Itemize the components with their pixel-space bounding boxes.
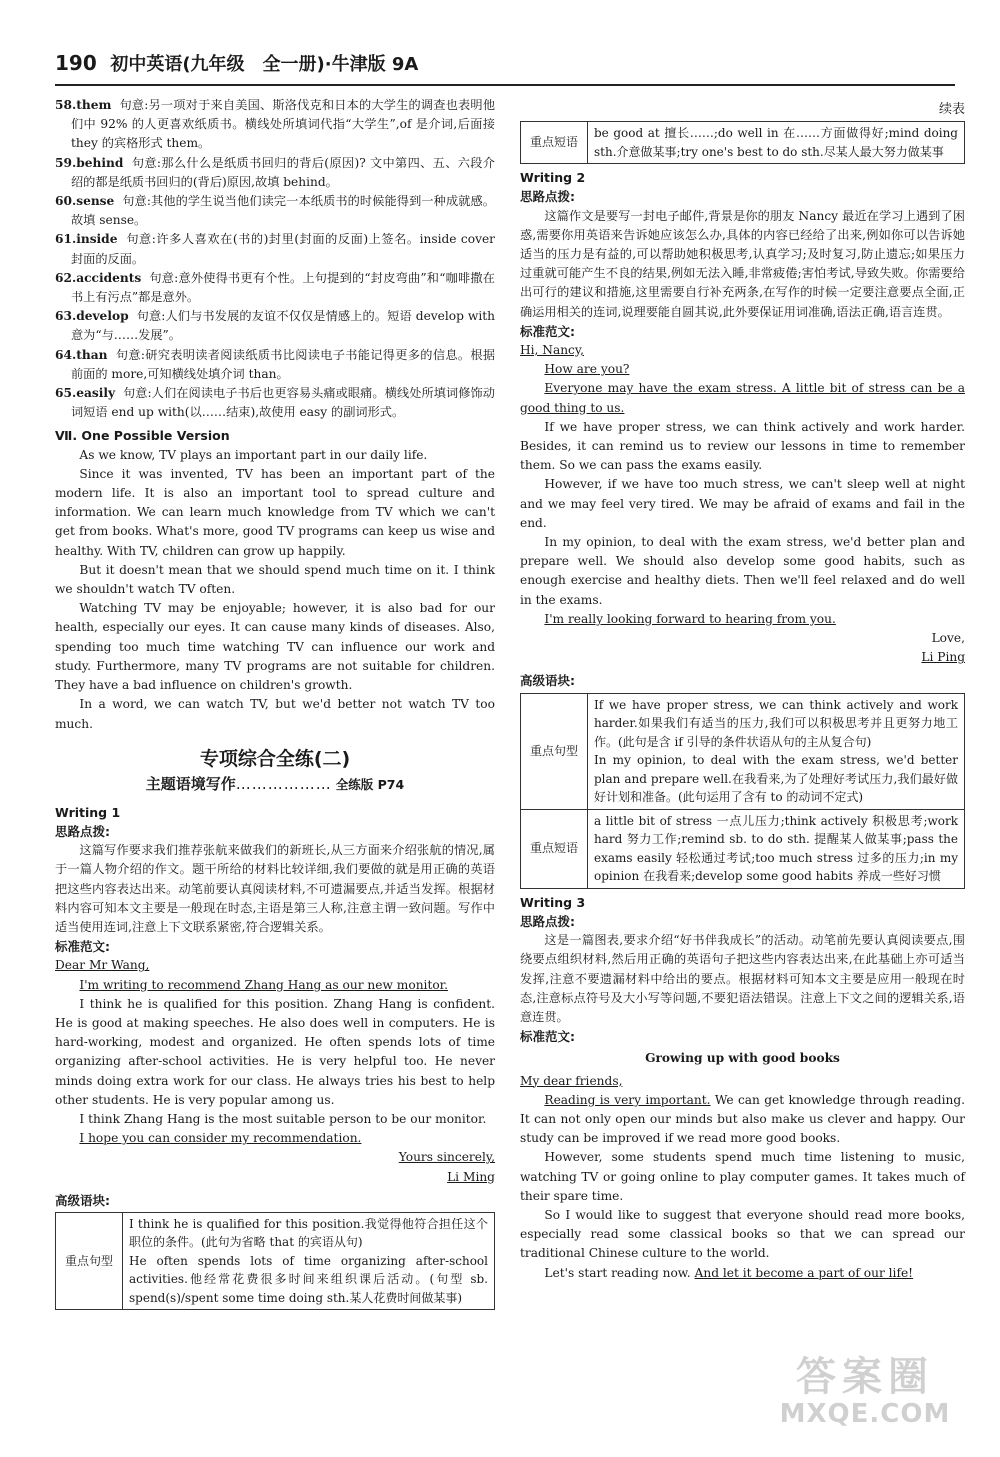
writing3-greeting (520, 1072, 965, 1091)
section-subtitle (55, 772, 495, 797)
version-essay (55, 446, 495, 734)
subtitle-text: 主题语境写作 (145, 774, 236, 793)
subtitle-ref: 全练版 P74 (335, 776, 405, 792)
writing1-greeting (55, 956, 495, 975)
answer-text: 句意:那么什么是纸质书回归的背后(原因)? 文中第四、五、六段介绍的都是纸质书回归的(背后)原因,故填 behind。 (71, 155, 495, 189)
watermark-line2: MXQE.COM (779, 1399, 951, 1429)
table-content (123, 1212, 495, 1310)
signature-text: Li Ping (921, 650, 965, 665)
last-underlined: And let it become a part of our life! (694, 1265, 914, 1280)
essay-paragraph: As we know, TV plays an important part in our daily life. (79, 447, 428, 462)
essay-paragraph: However, if we have too much stress, we can't sleep well at night and we may feel very tired. We may be afraid of exams and fail in the end. (520, 477, 965, 530)
page-number: 190 (55, 51, 97, 75)
writing1-model-label: 标准范文: (55, 939, 110, 955)
answer-item (55, 307, 495, 345)
table-line: In my opinion, to deal with the exam stress, we'd better plan and prepare well.在我看来,为了处理好考试压力,我们最好做好计划和准备。(此句运用了含有 to 的动词不定式) (594, 753, 958, 805)
answer-list (55, 96, 495, 422)
writing2-table (520, 693, 965, 889)
answer-text: 句意:许多人喜欢在(书的)封里(封面的反面)上签名。inside cover 封面的反面。 (71, 232, 496, 266)
writing2-tip-label: 思路点拨: (520, 189, 575, 205)
table-content (588, 693, 965, 809)
last-plain: Let's start reading now. (544, 1265, 695, 1280)
page-header (55, 50, 955, 86)
table-line: I think he is qualified for this position.我觉得他符合担任这个职位的条件。(此句为省略 that 的宾语从句) (129, 1216, 488, 1250)
writing1-tip: 这篇写作要求我们推荐张航来做我们的新班长,从三方面来介绍张航的情况,属于一篇人物介绍的作文。题干所给的材料比较详细,我们要做的就是用正确的英语把这些内容表达出来。动笔前要认真阅读材料,不可遗漏要点,并适当发挥。根据材料内容可知本文主要是一般现在时态,主语是第三人称,注意主谓一致问题。写作中适当使用连词,注意上下文联系紧密,符合逻辑关系。 (55, 843, 495, 934)
continued-label: 续表 (938, 102, 965, 117)
first-rest: We can get knowledge through reading. It can not only open our minds but also make us clever and happy. Our study can be improved if we read more good books. (520, 1092, 966, 1146)
last-sentence: I'm really looking forward to hearing from you. (544, 611, 836, 626)
table-row (521, 693, 965, 809)
answer-text: 句意:人们在阅读电子书后也更容易头痛或眼痛。横线处所填词修饰动词短语 end up with(以……结束),故使用 easy 的副词形式。 (71, 386, 495, 420)
writing2-tip: 这篇作文是要写一封电子邮件,背景是你的朋友 Nancy 最近在学习上遇到了困惑,需要你用英语来告诉她应该怎么办,具体的内容已经给了出来,例如你可以告诉她适当的压力是有益的,可以帮助她积极思考,认真学习;及时复习,防止遗忘;如果压力过重就可能产生不良的结果,例如无法入睡,非常疲倦;害怕考试,导致失败。你需要给出可行的建议和措施,这里需要自行补充两条,在写作的时候一定要注意要点全面,正确运用相关的连词,说理要能自圆其说,此外要保证用词准确,语法正确,语言连贯。 (520, 208, 965, 319)
table-label: 重点短语 (521, 122, 588, 164)
first-sentence: I'm writing to recommend Zhang Hang as our new monitor. (79, 977, 449, 992)
site-watermark (760, 1355, 970, 1435)
writing3-essay-title: Growing up with good books (645, 1051, 840, 1066)
answer-text: 句意:研究表明读者阅读纸质书比阅读电子书能记得更多的信息。根据前面的 more,可知横线处填介词 than。 (71, 347, 496, 381)
writing2-model-label: 标准范文: (520, 323, 575, 339)
how-text: How are you? (544, 362, 630, 377)
answer-label: 65.easily (55, 386, 116, 401)
watermark-line1: 答案圈 (796, 1354, 934, 1400)
writing1-last (55, 1129, 495, 1148)
essay-paragraph: In my opinion, to deal with the exam stress, we'd better plan and prepare well. We should also develop some good habits, such as enough exercise and healthy diets. Then we'll feel relaxed and do well in the exams. (520, 535, 965, 607)
writing2-how (520, 360, 965, 379)
table-row (56, 1212, 495, 1310)
last-sentence: I hope you can consider my recommendation. (79, 1131, 362, 1146)
writing1-closing (55, 1148, 495, 1167)
greeting-text: Hi, Nancy, (520, 343, 585, 358)
essay-paragraph: But it doesn't mean that we should spend much time on it. I think we shouldn't watch TV often. (55, 562, 495, 597)
writing3-heading: Writing 3 (520, 894, 586, 910)
writing2-last (520, 610, 965, 629)
writing2-first (520, 379, 965, 417)
essay-paragraph: So I would like to suggest that everyone should read more books, especially read some classical books so that we can spread our traditional Chinese culture to the world. (520, 1207, 965, 1261)
essay-paragraph: However, some students spend much time listening to music, watching TV or going online to play computer games. It takes much of their spare time. (520, 1150, 965, 1203)
writing3-tip-label: 思路点拨: (520, 913, 575, 929)
essay-paragraph: In a word, we can watch TV, but we'd better not watch TV too much. (55, 697, 495, 731)
version-heading: Ⅶ. One Possible Version (55, 428, 230, 444)
table-label: 重点短语 (521, 809, 588, 888)
writing3-last (520, 1264, 965, 1283)
writing1-heading: Writing 1 (55, 804, 121, 820)
answer-text: 句意:其他的学生说当他们读完一本纸质书的时候能得到一种成就感。故填 sense。 (71, 194, 495, 228)
section-title: 专项综合全练(二) (199, 747, 351, 770)
table-content: be good at 擅长……;do well in 在……方面做得好;mind doing sth.介意做某事;try one's best to do sth.尽某人最大努力做某事 (588, 122, 965, 164)
answer-label: 58.them (55, 98, 112, 112)
writing1-tip-label: 思路点拨: (55, 823, 110, 839)
answer-item (55, 230, 495, 268)
continued-table (520, 121, 965, 164)
table-line: If we have proper stress, we can think actively and work harder.如果我们有适当的压力,我们可以积极思考并且更努力地工作。(此句是含 if 引导的条件状语从句的主从复合句) (594, 697, 958, 749)
answer-label: 64.than (55, 347, 108, 362)
writing1-adv-label: 高级语块: (55, 1192, 110, 1208)
greeting-text: Dear Mr Wang, (55, 958, 150, 973)
essay-paragraph: Watching TV may be enjoyable; however, it is also bad for our health, especially our eyes. It can cause many kinds of diseases. Also, spending too much time watching TV can influence our work and study. Furthermore, many TV programs are not suitable for children. They have a bad influence on children's growth. (55, 601, 495, 693)
writing1-signature (55, 1168, 495, 1187)
answer-item (55, 384, 495, 422)
table-line: He often spends lots of time organizing after-school activities.他经常花费很多时间来组织课后活动。(句型 sb. spend(s)/spent some time doing sth.某人花费时间做某事) (129, 1253, 488, 1305)
essay-paragraph: I think he is qualified for this position. Zhang Hang is confident. He is good at making speeches. He also does well in computers. He is hard-working, modest and organized. He often spends lots of time organizing after-school activities. He is very helpful too. He never minds doing extra work for our class. He always tries his best to help other students. He is very popular among us. (55, 996, 495, 1107)
answer-label: 63.develop (55, 309, 129, 324)
answer-item (55, 269, 495, 307)
writing1-first (55, 976, 495, 995)
first-sentence: Reading is very important. (544, 1092, 711, 1107)
closing-text: Yours sincerely, (398, 1150, 495, 1165)
first-sentence: Everyone may have the exam stress. A little bit of stress can be a good thing to us. (520, 381, 965, 415)
writing2-signature (520, 648, 965, 667)
writing1-table (55, 1212, 495, 1311)
writing3-first (520, 1091, 965, 1149)
essay-paragraph: I think Zhang Hang is the most suitable person to be our monitor. (79, 1111, 487, 1126)
table-row (521, 122, 965, 164)
left-column (55, 96, 495, 1314)
answer-label: 61.inside (55, 232, 118, 247)
answer-label: 62.accidents (55, 270, 142, 285)
table-label: 重点句型 (56, 1212, 123, 1310)
book-title: 初中英语(九年级 全一册)·牛津版 9A (110, 54, 419, 75)
table-content: a little bit of stress 一点儿压力;think actively 积极思考;work hard 努力工作;remind sb. to do sth. 提醒某人做某事;pass the exams easily 轻松通过考试;too much stress 过多的压力;in my opinion 在我看来;develop some good habits 养成一些好习惯 (588, 809, 965, 888)
essay-paragraph: Since it was invented, TV has been an important part of the modern life. It is also an important tool to spread culture and information. We can learn much knowledge from TV which we can't get from books. What's more, good TV programs can keep us wise and healthy. With TV, children can grow up happily. (55, 466, 495, 558)
table-label: 重点句型 (521, 693, 588, 809)
writing2-closing: Love, (931, 631, 965, 646)
writing2-greeting (520, 341, 965, 360)
answer-text: 句意:人们与书发展的友谊不仅仅是情感上的。短语 develop with 意为“与……发展”。 (71, 309, 495, 343)
signature-text: Li Ming (447, 1169, 495, 1184)
writing3-model-label: 标准范文: (520, 1029, 575, 1045)
answer-item (55, 192, 495, 230)
greeting-text: My dear friends, (520, 1073, 623, 1088)
answer-label: 59.behind (55, 155, 124, 170)
essay-paragraph: If we have proper stress, we can think actively and work harder. Besides, it can remind us to review our lessons in time to remember them. So we can pass the exams easily. (520, 419, 965, 473)
subtitle-dots: ……………… (235, 774, 332, 793)
table-row (521, 809, 965, 888)
answer-item (55, 154, 495, 192)
answer-text: 句意:另一项对于来自美国、斯洛伐克和日本的大学生的调查也表明他们中 92% 的人更喜欢纸质书。横线处所填词代指“大学生”,of 是介词,后面接 they 的宾格形式 them。 (71, 98, 496, 151)
answer-label: 60.sense (55, 194, 115, 209)
writing2-heading: Writing 2 (520, 170, 586, 186)
answer-item (55, 346, 495, 384)
answer-text: 句意:意外使得书更有个性。上句提到的“封皮弯曲”和“咖啡撒在书上有污点”都是意外。 (71, 270, 495, 305)
writing3-tip: 这是一篇图表,要求介绍“好书伴我成长”的活动。动笔前先要认真阅读要点,围绕要点组织材料,然后用正确的英语句子把这些内容表达出来,在此基础上亦可适当发挥,注意不要遗漏材料中给出的要点。根据材料可知本文主要是应用一般现在时态,注意标点符号及大小写等问题,不要犯语法错误。注意上下文之间的逻辑关系,语意连贯。 (520, 933, 965, 1024)
answer-item (55, 96, 495, 154)
right-column (520, 100, 965, 1283)
writing2-adv-label: 高级语块: (520, 673, 575, 689)
